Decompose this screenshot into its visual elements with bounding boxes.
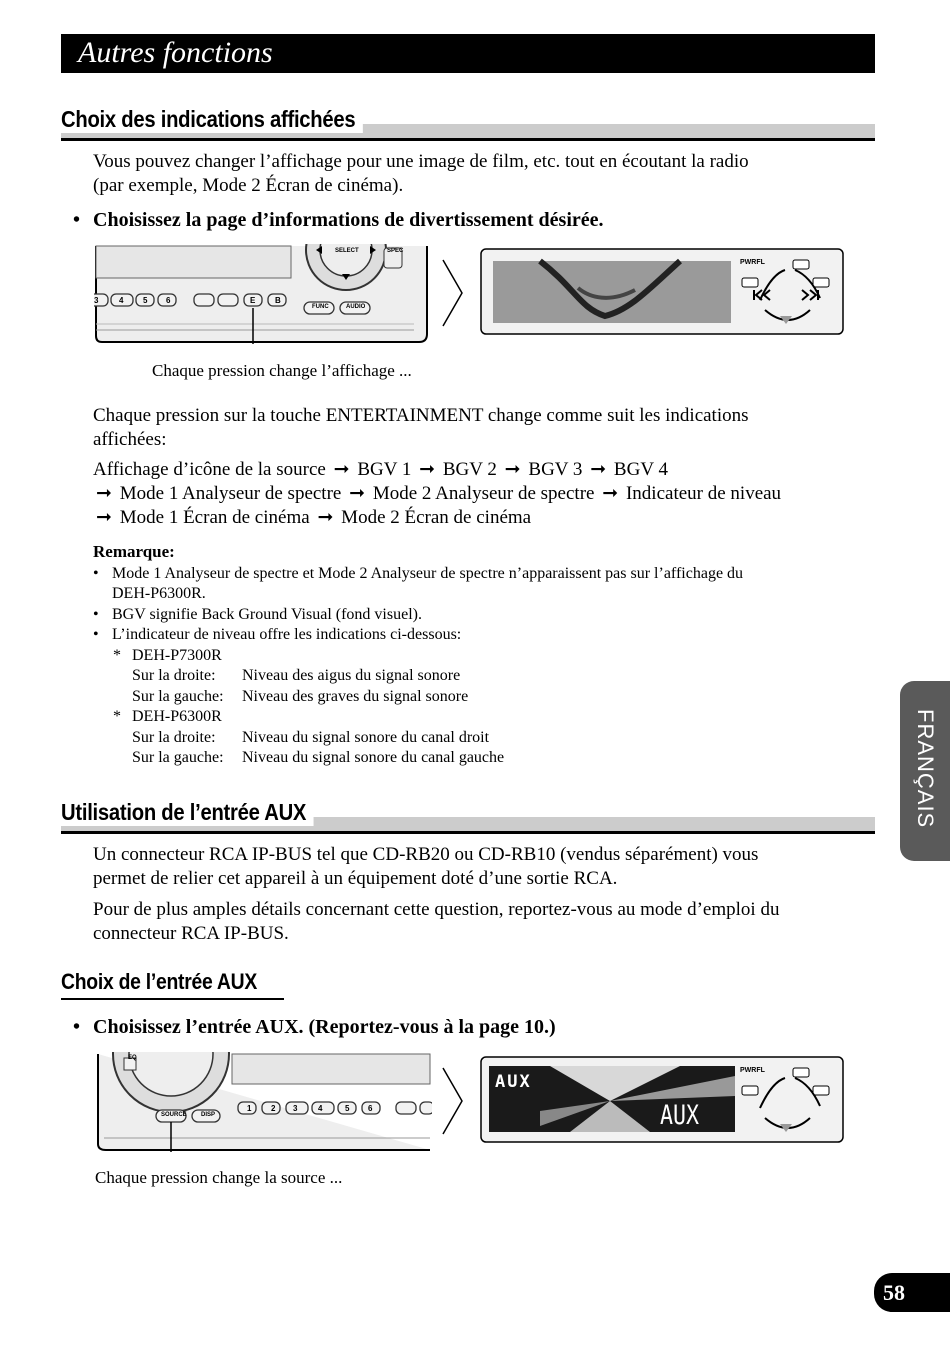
key-4-label: 4: [318, 1104, 323, 1113]
band-key-label: B: [275, 296, 281, 305]
audio-key-label: AUDIO: [346, 304, 366, 310]
figure-caption: Chaque pression change l’affichage ...: [152, 361, 412, 380]
bullet-dot: •: [73, 209, 81, 231]
model-name: DEH-P6300R: [132, 708, 222, 725]
arrow-right-icon: ➞: [317, 507, 334, 528]
page-number: 58: [874, 1273, 950, 1312]
sequence-item: Mode 2 Analyseur de spectre: [372, 483, 595, 504]
asterisk-mark: *: [113, 708, 121, 725]
remark-text: L’indicateur de niveau offre les indications ci-dessous:: [112, 626, 462, 643]
key-3-label: 3: [293, 1104, 298, 1113]
remark-text: BGV signifie Back Ground Visual (fond visuel).: [112, 606, 422, 623]
display-small-text: AUX: [495, 1072, 532, 1092]
instruction-bullet: Choisissez la page d’informations de divertissement désirée.: [93, 209, 604, 231]
sequence-item: BGV 1: [357, 459, 412, 480]
sequence-item: BGV 4: [613, 459, 668, 480]
key-6-label: 6: [166, 296, 171, 305]
sequence-item: Affichage d’icône de la source: [93, 459, 326, 480]
spec-key-label: SPEC: [387, 248, 404, 254]
arrow-right-icon: ➞: [602, 483, 619, 504]
key-1-label: 1: [247, 1104, 252, 1113]
subsection-rule: [61, 998, 284, 1000]
page-header-title: Autres fonctions: [78, 36, 273, 69]
pwrfl-label: PWRFL: [740, 259, 765, 266]
remark-text: Mode 1 Analyseur de spectre et Mode 2 Analyseur de spectre n’apparaissent pas sur l’affichage du: [112, 565, 744, 582]
entertainment-key-label: E: [250, 296, 256, 305]
sequence-item: BGV 2: [442, 459, 497, 480]
remark-bullet: •: [93, 626, 99, 643]
arrow-right-icon: ➞: [419, 459, 436, 480]
intro-line: Vous pouvez changer l’affichage pour une image de film, etc. tout en écoutant la radio: [93, 151, 749, 172]
chevron-right-icon: [441, 1066, 465, 1136]
level-label: Sur la gauche:: [132, 688, 224, 705]
head-unit-figure: [96, 1052, 432, 1152]
arrow-right-icon: ➞: [349, 483, 366, 504]
arrow-right-icon: ➞: [590, 459, 607, 480]
key-5-label: 5: [345, 1104, 350, 1113]
asterisk-mark: *: [113, 647, 121, 664]
section-title: Choix des indications affichées: [61, 106, 362, 133]
sequence-line-1: [93, 458, 668, 482]
level-value: Niveau du signal sonore du canal gauche: [242, 749, 505, 766]
key-2-label: 2: [271, 1104, 276, 1113]
chevron-right-icon: [441, 258, 465, 328]
arrow-right-icon: ➞: [96, 483, 112, 504]
section-rule: [61, 138, 875, 141]
intro-line: (par exemple, Mode 2 Écran de cinéma).: [93, 175, 404, 196]
remark-text: DEH-P6300R.: [112, 585, 206, 602]
remark-bullet: •: [93, 565, 99, 582]
remark-bullet: •: [93, 606, 99, 623]
instruction-bullet: Choisissez l’entrée AUX. (Reportez-vous à la page 10.): [93, 1016, 556, 1038]
remark-title: Remarque:: [93, 542, 175, 561]
sequence-item: Mode 2 Écran de cinéma: [341, 507, 532, 528]
sequence-item: BGV 3: [528, 459, 583, 480]
key-3-label: 3: [94, 296, 99, 305]
paragraph-line: permet de relier cet appareil à un équipement doté d’une sortie RCA.: [93, 868, 618, 889]
key-6-label: 6: [368, 1104, 373, 1113]
paragraph-line: Chaque pression sur la touche ENTERTAINMENT change comme suit les indications: [93, 405, 749, 426]
disp-key-label: DISP: [201, 1112, 216, 1118]
level-label: Sur la gauche:: [132, 749, 224, 766]
level-label: Sur la droite:: [132, 667, 216, 684]
sequence-line-3: [93, 506, 531, 530]
display-big-text: AUX: [660, 1100, 700, 1131]
level-value: Niveau des aigus du signal sonore: [242, 667, 461, 684]
level-value: Niveau du signal sonore du canal droit: [242, 729, 490, 746]
sequence-item: Mode 1 Écran de cinéma: [119, 507, 310, 528]
language-tab: [900, 681, 950, 861]
eq-key-label: EQ: [128, 1055, 137, 1061]
pwrfl-label: PWRFL: [740, 1067, 765, 1074]
section-title: Utilisation de l’entrée AUX: [61, 799, 313, 826]
select-key-label: SELECT: [335, 248, 359, 254]
key-4-label: 4: [119, 296, 124, 305]
model-name: DEH-P7300R: [132, 647, 222, 664]
language-label: FRANÇAIS: [913, 709, 938, 829]
source-key-label: SOURCE: [161, 1112, 187, 1118]
sequence-line-2: [93, 482, 781, 506]
sequence-item: Indicateur de niveau: [625, 483, 782, 504]
paragraph-line: Pour de plus amples détails concernant cette question, reportez-vous au mode d’emploi du: [93, 899, 780, 920]
subsection-title: Choix de l’entrée AUX: [61, 969, 257, 994]
section-rule: [61, 831, 875, 834]
head-unit-figure: [94, 244, 430, 344]
level-value: Niveau des graves du signal sonore: [242, 688, 469, 705]
level-label: Sur la droite:: [132, 729, 216, 746]
display-panel-figure: [480, 248, 844, 336]
bullet-dot: •: [73, 1016, 81, 1038]
paragraph-line: connecteur RCA IP-BUS.: [93, 923, 289, 944]
arrow-right-icon: ➞: [333, 459, 350, 480]
arrow-right-icon: ➞: [96, 507, 112, 528]
func-key-label: FUNC: [312, 304, 329, 310]
paragraph-line: Un connecteur RCA IP-BUS tel que CD-RB20 ou CD-RB10 (vendus séparément) vous: [93, 844, 759, 865]
arrow-right-icon: ➞: [504, 459, 521, 480]
sequence-item: Mode 1 Analyseur de spectre: [119, 483, 342, 504]
paragraph-line: affichées:: [93, 429, 167, 450]
figure-caption: Chaque pression change la source ...: [95, 1168, 343, 1187]
key-5-label: 5: [143, 296, 148, 305]
